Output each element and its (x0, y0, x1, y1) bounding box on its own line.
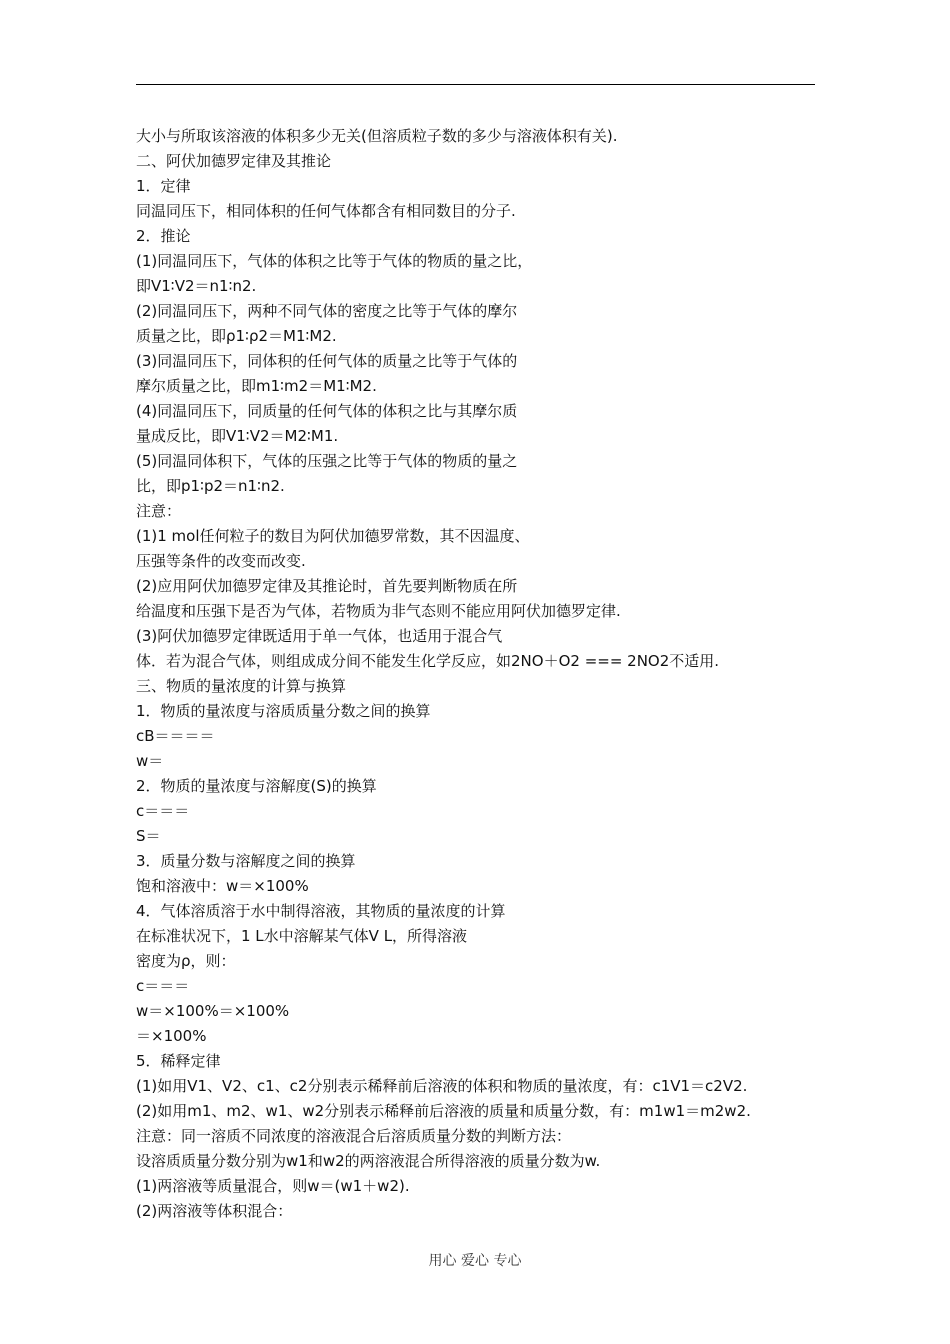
text-line: 1．定律 (136, 177, 191, 195)
text-line: (1)1 mol任何粒子的数目为阿伏加德罗常数，其不因温度、 (136, 527, 530, 545)
header-rule (136, 84, 815, 85)
text-line: (2)两溶液等体积混合： (136, 1202, 293, 1220)
text-line: 即V1∶V2＝n1∶n2. (136, 277, 257, 295)
text-line: 大小与所取该溶液的体积多少无关(但溶质粒子数的多少与溶液体积有关). (136, 127, 618, 145)
text-line: ＝×100% (136, 1027, 207, 1045)
text-line: 体．若为混合气体，则组成成分间不能发生化学反应，如2NO＋O2 === 2NO2不适用. (136, 652, 720, 670)
text-line: w＝ (136, 752, 164, 770)
text-line: 密度为ρ，则： (136, 952, 236, 970)
text-line: 3．质量分数与溶解度之间的换算 (136, 852, 356, 870)
text-line: w＝×100%＝×100% (136, 1002, 290, 1020)
text-line: 比，即p1∶p2＝n1∶n2. (136, 477, 285, 495)
text-line: 设溶质质量分数分别为w1和w2的两溶液混合所得溶液的质量分数为w. (136, 1152, 601, 1170)
text-line: (3)同温同压下，同体积的任何气体的质量之比等于气体的 (136, 352, 518, 370)
page-footer: 用心 爱心 专心 (428, 1253, 522, 1269)
text-line: (3)阿伏加德罗定律既适用于单一气体，也适用于混合气 (136, 627, 503, 645)
text-line: (4)同温同压下，同质量的任何气体的体积之比与其摩尔质 (136, 402, 518, 420)
text-line: 给温度和压强下是否为气体，若物质为非气态则不能应用阿伏加德罗定律. (136, 602, 621, 620)
text-line: 三、物质的量浓度的计算与换算 (136, 677, 347, 695)
text-line: 在标准状况下，1 L水中溶解某气体V L，所得溶液 (136, 927, 468, 945)
text-line: 2．物质的量浓度与溶解度(S)的换算 (136, 777, 377, 795)
text-line: 质量之比，即ρ1∶ρ2＝M1∶M2. (136, 327, 337, 345)
text-line: 注意： (136, 502, 182, 520)
text-line: 二、阿伏加德罗定律及其推论 (136, 152, 332, 170)
text-line: (2)如用m1、m2、w1、w2分别表示稀释前后溶液的质量和质量分数，有：m1w1＝m2w2. (136, 1102, 751, 1120)
text-line: 压强等条件的改变而改变. (136, 552, 306, 570)
text-line: (2)同温同压下，两种不同气体的密度之比等于气体的摩尔 (136, 302, 518, 320)
text-line: 5．稀释定律 (136, 1052, 221, 1070)
text-line: 量成反比，即V1∶V2＝M2∶M1. (136, 427, 339, 445)
text-line: 2．推论 (136, 227, 191, 245)
text-line: 摩尔质量之比，即m1∶m2＝M1∶M2. (136, 377, 377, 395)
text-line: (1)如用V1、V2、c1、c2分别表示稀释前后溶液的体积和物质的量浓度，有：c1V1＝c2V2. (136, 1077, 748, 1095)
text-line: (1)两溶液等质量混合，则w＝(w1＋w2). (136, 1177, 410, 1195)
text-line: 注意：同一溶质不同浓度的溶液混合后溶质质量分数的判断方法： (136, 1127, 572, 1145)
document-body (136, 124, 836, 1224)
text-line: cB＝＝＝＝ (136, 727, 215, 745)
text-line: S＝ (136, 827, 161, 845)
text-line: 同温同压下，相同体积的任何气体都含有相同数目的分子. (136, 202, 516, 220)
text-line: (5)同温同体积下，气体的压强之比等于气体的物质的量之 (136, 452, 518, 470)
text-line: 饱和溶液中：w＝×100% (136, 877, 309, 895)
text-line: c＝＝＝ (136, 977, 190, 995)
text-line: 4．气体溶质溶于水中制得溶液，其物质的量浓度的计算 (136, 902, 506, 920)
text-line: 1．物质的量浓度与溶质质量分数之间的换算 (136, 702, 431, 720)
text-line: (1)同温同压下，气体的体积之比等于气体的物质的量之比， (136, 252, 533, 270)
text-line: c＝＝＝ (136, 802, 190, 820)
text-line: (2)应用阿伏加德罗定律及其推论时，首先要判断物质在所 (136, 577, 518, 595)
